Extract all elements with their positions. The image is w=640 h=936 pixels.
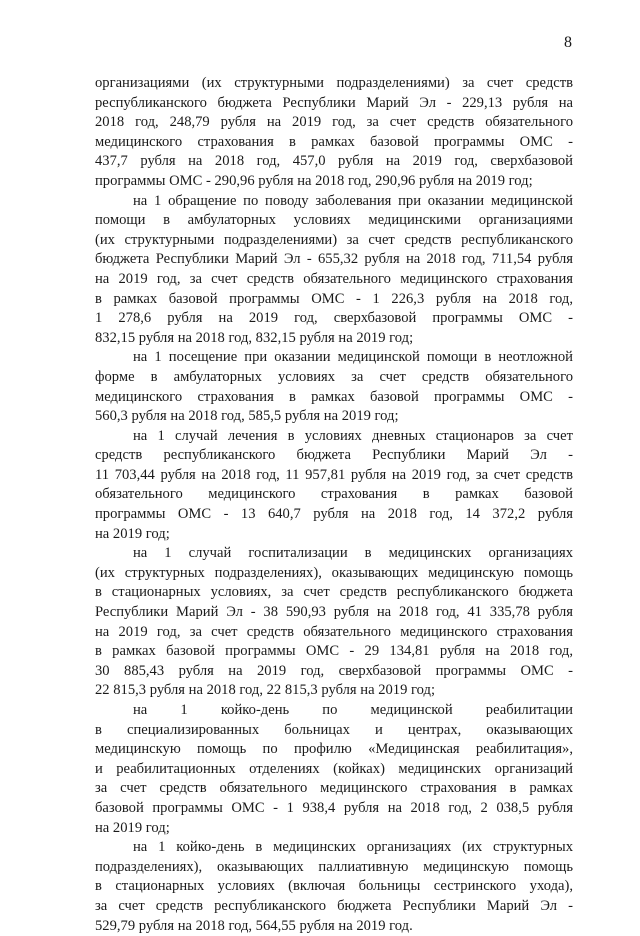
paragraph — [95, 544, 573, 701]
text-line: на 1 койко-день по медицинской реабилитации — [133, 702, 573, 718]
text-line: 560,3 рубля на 2018 год, 585,5 рубля на 2019 год; — [95, 408, 399, 425]
text-line: на 2019 год, за счет средств обязательного медицинского страхования — [95, 623, 573, 640]
text-line: на 1 посещение при оказании медицинской помощи в неотложной — [133, 349, 573, 366]
text-line: бюджета Республики Марий Эл - 655,32 рубля на 2018 год, 711,54 рубля — [95, 251, 573, 268]
text-line: 11 703,44 рубля на 2018 год, 11 957,81 рубля на 2019 год, за счет средств — [95, 466, 573, 483]
text-line: 529,79 рубля на 2018 год, 564,55 рубля на 2019 год. — [95, 917, 413, 934]
text-line: средств республиканского бюджета Республики Марий Эл - — [95, 447, 573, 464]
text-line: (их структурных подразделениях), оказывающих медицинскую помощь — [95, 564, 573, 581]
text-line: медицинского страхования в рамках базовой программы ОМС - — [95, 388, 573, 405]
text-line: на 2019 год, за счет средств обязательного медицинского страхования — [95, 270, 573, 287]
text-line: программы ОМС - 13 640,7 рубля на 2018 год, 14 372,2 рубля — [95, 506, 573, 523]
paragraph — [95, 838, 573, 936]
text-line: на 1 случай госпитализации в медицинских организациях — [133, 545, 573, 562]
text-line: базовой программы ОМС - 1 938,4 рубля на 2018 год, 2 038,5 рубля — [95, 799, 573, 816]
text-line: программы ОМС - 290,96 рубля на 2018 год, 290,96 рубля на 2019 год; — [95, 172, 533, 189]
text-line: 22 815,3 рубля на 2018 год, 22 815,3 рубля на 2019 год; — [95, 682, 436, 699]
text-line: Республики Марий Эл - 38 590,93 рубля на 2018 год, 41 335,78 рубля — [95, 604, 573, 621]
text-line: 832,15 рубля на 2018 год, 832,15 рубля на 2019 год; — [95, 329, 414, 346]
text-line: на 2019 год; — [95, 525, 170, 542]
text-line: 437,7 рубля на 2018 год, 457,0 рубля на 2019 год, сверхбазовой — [95, 153, 573, 170]
text-line: в рамках базовой программы ОМС - 29 134,81 рубля на 2018 год, — [95, 643, 573, 660]
text-line: в стационарных условиях (включая больницы сестринского ухода), — [95, 878, 573, 895]
text-line: на 1 койко-день в медицинских организациях (их структурных — [133, 839, 573, 856]
text-line: на 1 обращение по поводу заболевания при оказании медицинской — [133, 192, 573, 209]
text-line: на 1 случай лечения в условиях дневных стационаров за счет — [133, 427, 573, 444]
paragraph — [95, 74, 573, 192]
text-line: организациями (их структурными подразделениями) за счет средств — [95, 75, 573, 91]
text-line: медицинскую помощь по профилю «Медицинская реабилитация», — [95, 741, 573, 758]
text-line: за счет средств республиканского бюджета Республики Марий Эл - — [95, 897, 573, 914]
paragraph — [95, 348, 573, 426]
paragraph — [95, 427, 573, 545]
text-line: (их структурными подразделениями) за счет средств республиканского — [95, 231, 573, 248]
text-line: 30 885,43 рубля на 2019 год, сверхбазовой программы ОМС - — [95, 662, 573, 679]
text-line: в рамках базовой программы ОМС - 1 226,3 рубля на 2018 год, — [95, 290, 573, 307]
text-line: в специализированных больницах и центрах, оказывающих — [95, 721, 573, 738]
text-line: за счет средств обязательного медицинского страхования в рамках — [95, 780, 573, 797]
paragraph — [95, 701, 573, 838]
text-line: подразделениях), оказывающих паллиативную медицинскую помощь — [95, 858, 573, 875]
text-line: и реабилитационных отделениях (койках) медицинских организаций — [95, 760, 573, 777]
text-line: 1 278,6 рубля на 2019 год, сверхбазовой программы ОМС - — [95, 310, 573, 327]
paragraph — [95, 192, 573, 349]
text-line: в стационарных условиях, за счет средств республиканского бюджета — [95, 584, 573, 601]
page-number: 8 — [564, 34, 572, 51]
text-line: 2018 год, 248,79 рубля на 2019 год, за счет средств обязательного — [95, 114, 573, 131]
text-line: помощи в амбулаторных условиях медицинскими организациями — [95, 212, 573, 229]
text-line: на 2019 год; — [95, 819, 170, 836]
text-line: форме в амбулаторных условиях за счет средств обязательного — [95, 368, 573, 385]
text-line: обязательного медицинского страхования в рамках базовой — [95, 486, 573, 503]
document-body — [95, 74, 573, 936]
text-line: республиканского бюджета Республики Марий Эл - 229,13 рубля на — [95, 94, 573, 111]
text-line: медицинского страхования в рамках базовой программы ОМС - — [95, 133, 573, 150]
